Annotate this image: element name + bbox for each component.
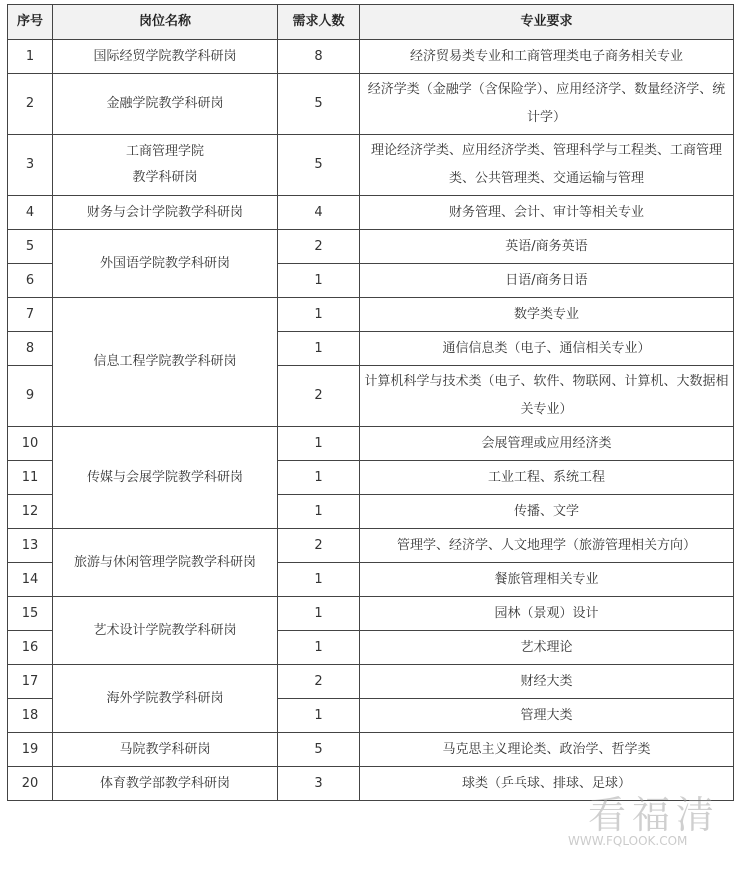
cell-count: 1 <box>278 298 360 332</box>
cell-position: 旅游与休闲管理学院教学科研岗 <box>53 529 278 597</box>
cell-seq: 3 <box>8 135 53 196</box>
cell-count: 5 <box>278 74 360 135</box>
cell-position: 财务与会计学院教学科研岗 <box>53 196 278 230</box>
cell-count: 2 <box>278 529 360 563</box>
cell-major: 经济贸易类专业和工商管理类电子商务相关专业 <box>360 40 734 74</box>
cell-count: 1 <box>278 427 360 461</box>
cell-major: 通信信息类（电子、通信相关专业） <box>360 332 734 366</box>
cell-seq: 2 <box>8 74 53 135</box>
positions-table <box>7 4 734 801</box>
cell-major: 管理学、经济学、人文地理学（旅游管理相关方向） <box>360 529 734 563</box>
header-count: 需求人数 <box>278 5 360 40</box>
cell-major: 数学类专业 <box>360 298 734 332</box>
header-position: 岗位名称 <box>53 5 278 40</box>
cell-major: 管理大类 <box>360 699 734 733</box>
position-line: 教学科研岗 <box>132 170 198 185</box>
cell-seq: 10 <box>8 427 53 461</box>
table-row <box>8 298 734 332</box>
cell-count: 1 <box>278 461 360 495</box>
cell-position: 金融学院教学科研岗 <box>53 74 278 135</box>
cell-seq: 13 <box>8 529 53 563</box>
cell-major: 财经大类 <box>360 665 734 699</box>
cell-seq: 12 <box>8 495 53 529</box>
cell-major: 理论经济学类、应用经济学类、管理科学与工程类、工商管理类、公共管理类、交通运输与管理 <box>360 135 734 196</box>
header-seq: 序号 <box>8 5 53 40</box>
cell-major: 日语/商务日语 <box>360 264 734 298</box>
cell-position: 海外学院教学科研岗 <box>53 665 278 733</box>
cell-seq: 7 <box>8 298 53 332</box>
table-row <box>8 230 734 264</box>
cell-position: 信息工程学院教学科研岗 <box>53 298 278 427</box>
cell-major: 球类（乒乓球、排球、足球） <box>360 767 734 801</box>
cell-count: 5 <box>278 135 360 196</box>
cell-major: 会展管理或应用经济类 <box>360 427 734 461</box>
table-row <box>8 733 734 767</box>
table-row <box>8 40 734 74</box>
cell-count: 1 <box>278 699 360 733</box>
cell-count: 2 <box>278 665 360 699</box>
watermark-url: WWW.FQLOOK.COM <box>568 834 688 848</box>
cell-seq: 8 <box>8 332 53 366</box>
cell-major: 经济学类（金融学（含保险学）、应用经济学、数量经济学、统计学） <box>360 74 734 135</box>
cell-count: 3 <box>278 767 360 801</box>
cell-position: 外国语学院教学科研岗 <box>53 230 278 298</box>
cell-major: 园林（景观）设计 <box>360 597 734 631</box>
table-row <box>8 196 734 230</box>
cell-seq: 19 <box>8 733 53 767</box>
table-row <box>8 529 734 563</box>
cell-count: 5 <box>278 733 360 767</box>
table-row <box>8 74 734 135</box>
cell-seq: 9 <box>8 366 53 427</box>
cell-seq: 14 <box>8 563 53 597</box>
cell-seq: 6 <box>8 264 53 298</box>
cell-count: 2 <box>278 230 360 264</box>
cell-count: 1 <box>278 332 360 366</box>
header-row <box>8 5 734 40</box>
table-row <box>8 427 734 461</box>
cell-major: 餐旅管理相关专业 <box>360 563 734 597</box>
cell-major: 传播、文学 <box>360 495 734 529</box>
cell-position: 国际经贸学院教学科研岗 <box>53 40 278 74</box>
table-row <box>8 767 734 801</box>
cell-seq: 4 <box>8 196 53 230</box>
table-row <box>8 665 734 699</box>
cell-count: 1 <box>278 631 360 665</box>
table-row <box>8 597 734 631</box>
cell-major: 工业工程、系统工程 <box>360 461 734 495</box>
cell-major: 艺术理论 <box>360 631 734 665</box>
cell-seq: 11 <box>8 461 53 495</box>
cell-seq: 18 <box>8 699 53 733</box>
header-major: 专业要求 <box>360 5 734 40</box>
cell-position: 传媒与会展学院教学科研岗 <box>53 427 278 529</box>
cell-major: 财务管理、会计、审计等相关专业 <box>360 196 734 230</box>
cell-seq: 15 <box>8 597 53 631</box>
cell-seq: 5 <box>8 230 53 264</box>
cell-major: 计算机科学与技术类（电子、软件、物联网、计算机、大数据相关专业） <box>360 366 734 427</box>
cell-seq: 1 <box>8 40 53 74</box>
cell-count: 1 <box>278 597 360 631</box>
cell-position <box>53 135 278 196</box>
cell-count: 8 <box>278 40 360 74</box>
cell-position: 艺术设计学院教学科研岗 <box>53 597 278 665</box>
position-line: 工商管理学院 <box>125 144 204 159</box>
cell-seq: 16 <box>8 631 53 665</box>
cell-count: 4 <box>278 196 360 230</box>
cell-count: 1 <box>278 495 360 529</box>
cell-count: 2 <box>278 366 360 427</box>
cell-position: 马院教学科研岗 <box>53 733 278 767</box>
cell-major: 马克思主义理论类、政治学、哲学类 <box>360 733 734 767</box>
cell-seq: 20 <box>8 767 53 801</box>
cell-seq: 17 <box>8 665 53 699</box>
cell-count: 1 <box>278 264 360 298</box>
cell-count: 1 <box>278 563 360 597</box>
table-row <box>8 135 734 196</box>
cell-major: 英语/商务英语 <box>360 230 734 264</box>
watermark-brand: 看福清 <box>588 793 721 837</box>
cell-position: 体育教学部教学科研岗 <box>53 767 278 801</box>
